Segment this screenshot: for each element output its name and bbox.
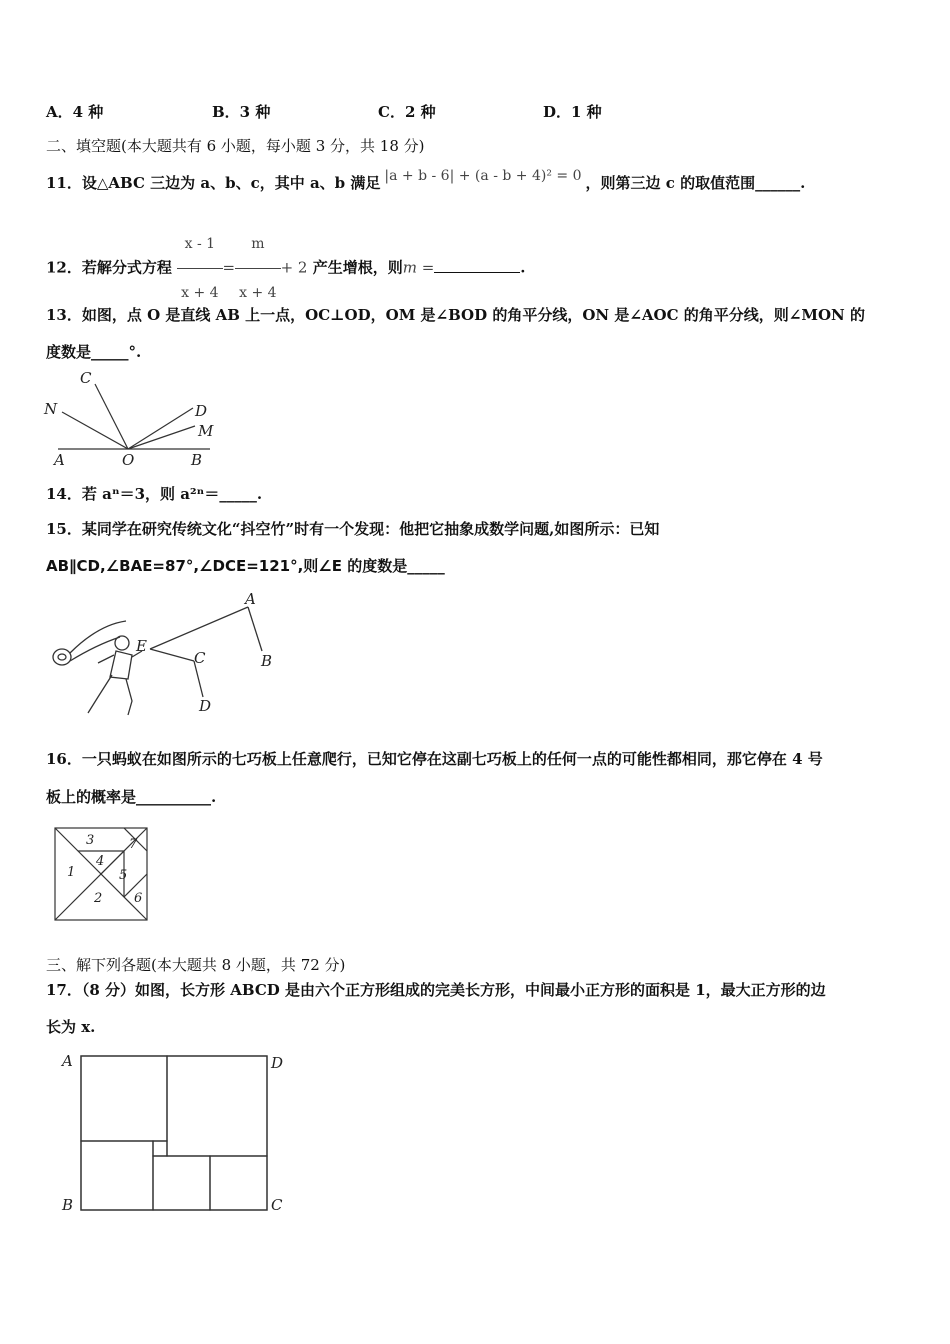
q11-formula: |a + b - 6| + (a - b + 4)² = 0 bbox=[384, 168, 582, 184]
q12-equals: = bbox=[222, 258, 236, 277]
question-15-line1: 15．某同学在研究传统文化“抖空竹”时有一个发现：他把它抽象成数学问题,如图所示：已知 bbox=[46, 520, 660, 538]
q15-diabolo-figure bbox=[48, 585, 288, 725]
question-17-line1: 17．（8 分）如图，长方形 ABCD 是由六个正方形组成的完美长方形，中间最小正方形的面积是 1，最大正方形的边 bbox=[46, 981, 826, 999]
label-c: C bbox=[80, 369, 92, 387]
piece-6: 6 bbox=[134, 891, 143, 906]
q12-frac1-numerator: x - 1 bbox=[177, 222, 222, 269]
label-a: A bbox=[245, 590, 256, 608]
piece-7: 7 bbox=[129, 837, 138, 852]
person-illustration bbox=[53, 621, 142, 715]
question-15-line2: AB∥CD,∠BAE=87°,∠DCE=121°,则∠E 的度数是_____ bbox=[46, 557, 445, 575]
ray-om bbox=[128, 426, 195, 449]
q11-suffix: ，则第三边 c 的取值范围______. bbox=[585, 174, 806, 192]
segment-ea bbox=[150, 607, 248, 649]
label-o: O bbox=[122, 451, 135, 468]
square-smallest bbox=[153, 1141, 167, 1156]
label-d: D bbox=[195, 402, 208, 420]
label-d: D bbox=[199, 697, 212, 715]
section-2-title: 二、填空题(本大题共有 6 小题，每小题 3 分，共 18 分) bbox=[46, 137, 425, 155]
question-12 bbox=[46, 222, 526, 315]
q11-prefix: 11．设△ABC 三边为 a、b、c，其中 a、b 满足 bbox=[46, 174, 381, 192]
label-b: B bbox=[191, 451, 203, 468]
ray-od bbox=[128, 408, 193, 449]
square-bottom-right bbox=[210, 1156, 267, 1210]
tangram-figure bbox=[50, 824, 154, 924]
q12-suffix: 产生增根，则 bbox=[312, 258, 403, 277]
piece-4: 4 bbox=[96, 854, 105, 869]
question-17-line2: 长为 x. bbox=[46, 1018, 96, 1036]
piece-1: 1 bbox=[67, 865, 76, 880]
label-c: C bbox=[271, 1196, 283, 1214]
q12-plus-two: + 2 bbox=[280, 258, 308, 277]
q12-variable: m = bbox=[402, 258, 435, 277]
label-m: M bbox=[198, 422, 214, 440]
q12-prefix: 12．若解分式方程 bbox=[46, 258, 172, 277]
square-bottom-left bbox=[81, 1141, 153, 1210]
label-e: E bbox=[136, 637, 147, 655]
question-13-line1: 13．如图，点 O 是直线 AB 上一点，OC⊥OD，OM 是∠BOD 的角平分线，ON 是∠AOC 的角平分线，则∠MON 的 bbox=[46, 306, 865, 324]
label-c: C bbox=[194, 649, 206, 667]
label-b: B bbox=[62, 1196, 74, 1214]
question-13-line2: 度数是_____°. bbox=[46, 343, 142, 361]
piece-2: 2 bbox=[94, 891, 103, 906]
square-bottom-middle bbox=[153, 1156, 210, 1210]
square-top-right bbox=[167, 1056, 267, 1156]
option-a: A．4 种 bbox=[46, 103, 104, 121]
label-d: D bbox=[271, 1054, 284, 1072]
segment-ab bbox=[248, 607, 262, 651]
option-b: B．3 种 bbox=[212, 103, 271, 121]
q12-frac1-denominator: x + 4 bbox=[181, 285, 219, 301]
rectangle-abcd bbox=[81, 1056, 267, 1210]
label-a: A bbox=[62, 1052, 73, 1070]
question-16-line2: 板上的概率是__________. bbox=[46, 788, 217, 806]
option-c: C．2 种 bbox=[378, 103, 436, 121]
q13-angle-figure bbox=[40, 368, 230, 468]
q12-fraction-right bbox=[235, 222, 280, 315]
label-b: B bbox=[261, 652, 273, 670]
piece-3: 3 bbox=[86, 833, 95, 848]
q12-end: . bbox=[520, 258, 526, 277]
question-14: 14．若 aⁿ＝3，则 a²ⁿ＝_____. bbox=[46, 485, 263, 503]
q12-frac2-denominator: x + 4 bbox=[239, 285, 277, 301]
q12-frac2-numerator: m bbox=[235, 222, 280, 269]
option-d: D．1 种 bbox=[543, 103, 602, 121]
label-n: N bbox=[44, 400, 58, 418]
piece-5: 5 bbox=[119, 868, 128, 883]
segment-ec bbox=[150, 649, 194, 661]
label-a: A bbox=[54, 451, 65, 468]
q17-rectangle-figure bbox=[56, 1046, 296, 1216]
q12-answer-blank bbox=[434, 258, 520, 273]
question-16-line1: 16．一只蚂蚁在如图所示的七巧板上任意爬行，已知它停在这副七巧板上的任何一点的可能性都相同，那它停在 4 号 bbox=[46, 750, 823, 768]
q12-fraction-left bbox=[177, 222, 222, 315]
section-3-title: 三、解下列各题(本大题共 8 小题，共 72 分) bbox=[46, 956, 346, 974]
question-11 bbox=[46, 168, 806, 194]
square-top-left bbox=[81, 1056, 167, 1141]
